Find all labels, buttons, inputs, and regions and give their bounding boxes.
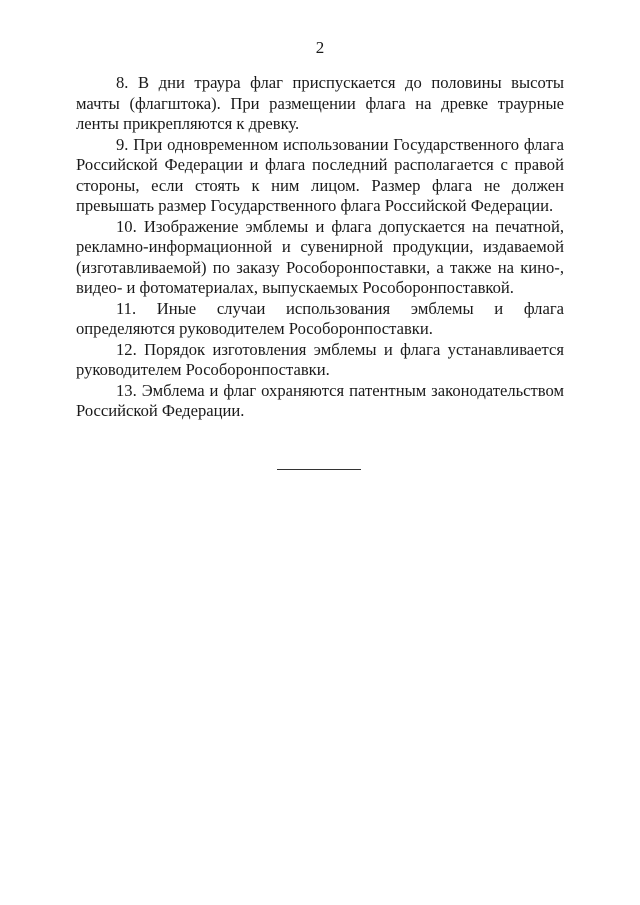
paragraph-9: 9. При одновременном использовании Государственного флага Российской Федерации и флага последний располагается с правой стороны, если стоять к ним лицом. Размер флага не должен превышать размер Государственного флага Российской Федерации. [76, 134, 564, 215]
page-number: 2 [315, 38, 325, 57]
paragraph-10: 10. Изображение эмблемы и флага допускается на печатной, рекламно-информационной и сувенирной продукции, издаваемой (изготавливаемой) по заказу Рособоронпоставки, а также на кино-, видео- и фотоматериалах, выпускаемых Рособоронпоставкой. [76, 216, 564, 297]
paragraph-8: 8. В дни траура флаг приспускается до половины высоты мачты (флагштока). При размещении флага на древке траурные ленты прикрепляются к древку. [76, 73, 564, 133]
paragraph-13: 13. Эмблема и флаг охраняются патентным законодательством Российской Федерации. [76, 380, 564, 420]
paragraph-12: 12. Порядок изготовления эмблемы и флага устанавливается руководителем Рособоронпоставки. [76, 339, 564, 379]
paragraph-11: 11. Иные случаи использования эмблемы и флага определяются руководителем Рособоронпоставки. [76, 298, 564, 338]
closing-divider-line [277, 469, 361, 470]
document-body [76, 73, 564, 422]
